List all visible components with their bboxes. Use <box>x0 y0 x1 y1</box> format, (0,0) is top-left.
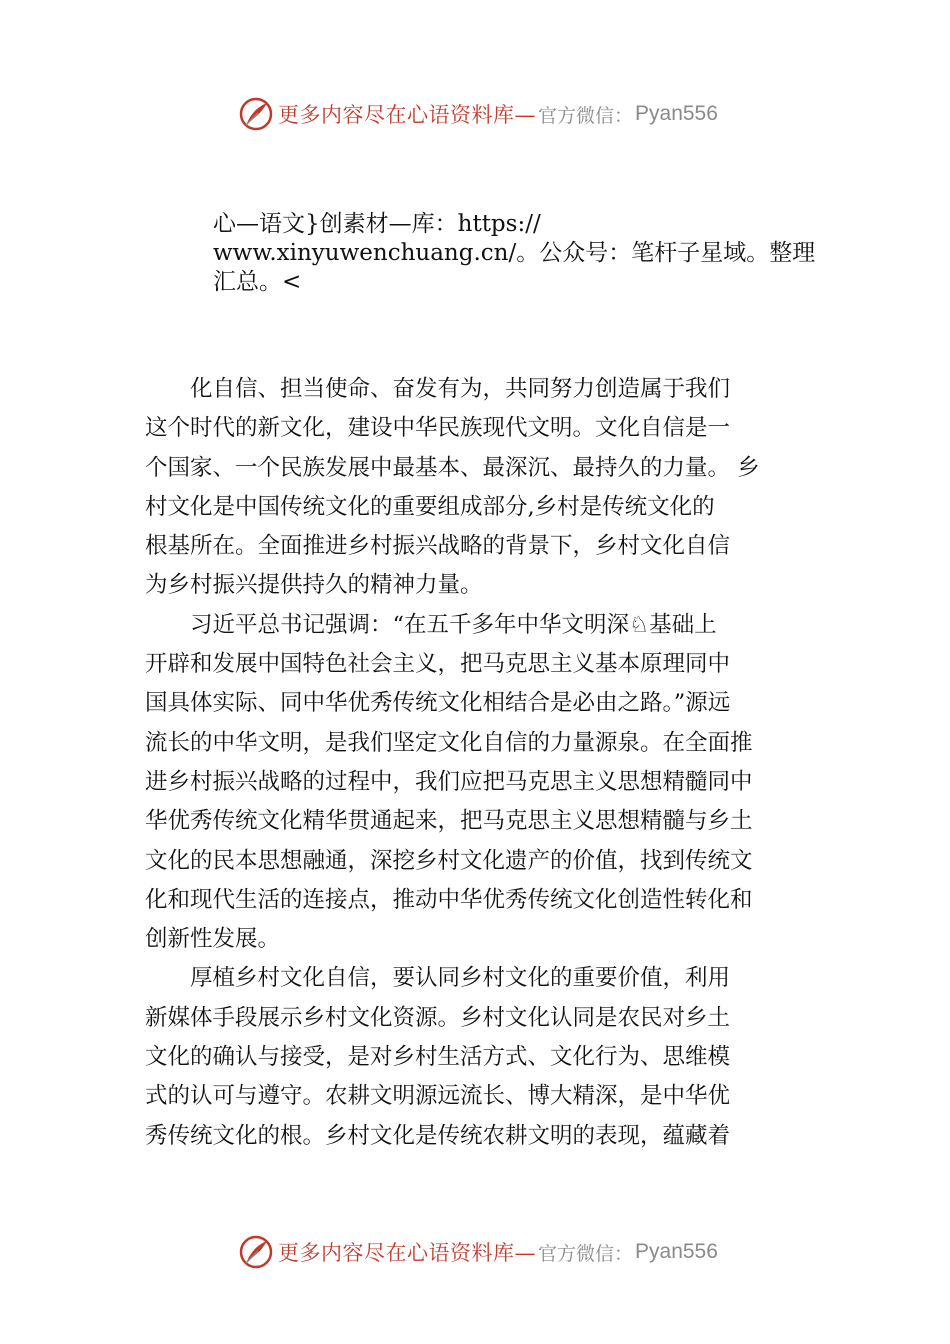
paragraph-3 <box>145 959 810 1155</box>
source-line: www.xinyuwenchuang.cn/。公众号：笔杆子星域。整理 <box>213 240 816 266</box>
paragraph-2 <box>145 606 810 960</box>
text-line: 式的认可与遵守。农耕文明源远流长、博大精深，是中华优 <box>145 1083 731 1110</box>
text-line: 化自信、担当使命、奋发有为，共同努力创造属于我们 <box>190 376 731 402</box>
feather-logo-icon <box>238 96 274 132</box>
article-body <box>145 370 810 1156</box>
text-line: 新媒体手段展示乡村文化资源。乡村文化认同是农民对乡土 <box>145 1004 731 1031</box>
banner-wechat-label: 官方微信： <box>538 1242 634 1265</box>
text-line: 国具体实际、同中华优秀传统文化相结合是必由之路。”源远 <box>145 690 731 717</box>
text-line: 进乡村振兴战略的过程中，我们应把马克思主义思想精髓同中 <box>145 768 753 795</box>
banner-wechat-id: Pyan556 <box>635 1240 718 1263</box>
banner-slogan: 更多内容尽在心语资料库— <box>278 1241 536 1265</box>
text-line: 根基所在。全面推进乡村振兴战略的背景下，乡村文化自信 <box>145 533 731 560</box>
paragraph-1 <box>145 370 810 606</box>
text-line: 华优秀传统文化精华贯通起来，把马克思主义思想精髓与乡土 <box>145 808 753 835</box>
text-line: 文化的民本思想融通，深挖乡村文化遗产的价值，找到传统文 <box>145 847 753 874</box>
text-line: 化和现代生活的连接点，推动中华优秀传统文化创造性转化和 <box>145 886 753 913</box>
text-line: 流长的中华文明，是我们坚定文化自信的力量源泉。在全面推 <box>145 729 753 756</box>
banner-wechat-id: Pyan556 <box>635 102 718 125</box>
text-line: 秀传统文化的根。乡村文化是传统农耕文明的表现，蕴藏着 <box>145 1122 731 1149</box>
text-line: 这个时代的新文化，建设中华民族现代文明。文化自信是一 <box>145 415 731 442</box>
text-line: 习近平总书记强调：“在五千多年中华文明深♘基础上 <box>190 611 717 638</box>
banner-wechat-label: 官方微信： <box>538 104 634 127</box>
banner-slogan: 更多内容尽在心语资料库— <box>278 103 536 127</box>
text-line: 厚植乡村文化自信，要认同乡村文化的重要价值，利用 <box>190 965 731 992</box>
footer-banner <box>238 1232 758 1272</box>
header-banner <box>238 94 758 134</box>
text-line: 文化的确认与接受，是对乡村生活方式、文化行为、思维模 <box>145 1044 731 1071</box>
text-line: 为乡村振兴提供持久的精神力量。 <box>145 572 483 599</box>
text-line: 个国家、一个民族发展中最基本、最深沉、最持久的力量。 乡 <box>145 454 760 481</box>
source-note <box>213 210 833 297</box>
text-line: 创新性发展。 <box>145 926 281 953</box>
text-line: 开辟和发展中国特色社会主义，把马克思主义基本原理同中 <box>145 651 731 678</box>
source-line: 心—语文}创素材—库：https:// <box>213 211 541 237</box>
source-line: 汇总。< <box>213 269 302 295</box>
feather-logo-icon <box>238 1234 274 1270</box>
text-line: 村文化是中国传统文化的重要组成部分,乡村是传统文化的 <box>145 493 715 520</box>
